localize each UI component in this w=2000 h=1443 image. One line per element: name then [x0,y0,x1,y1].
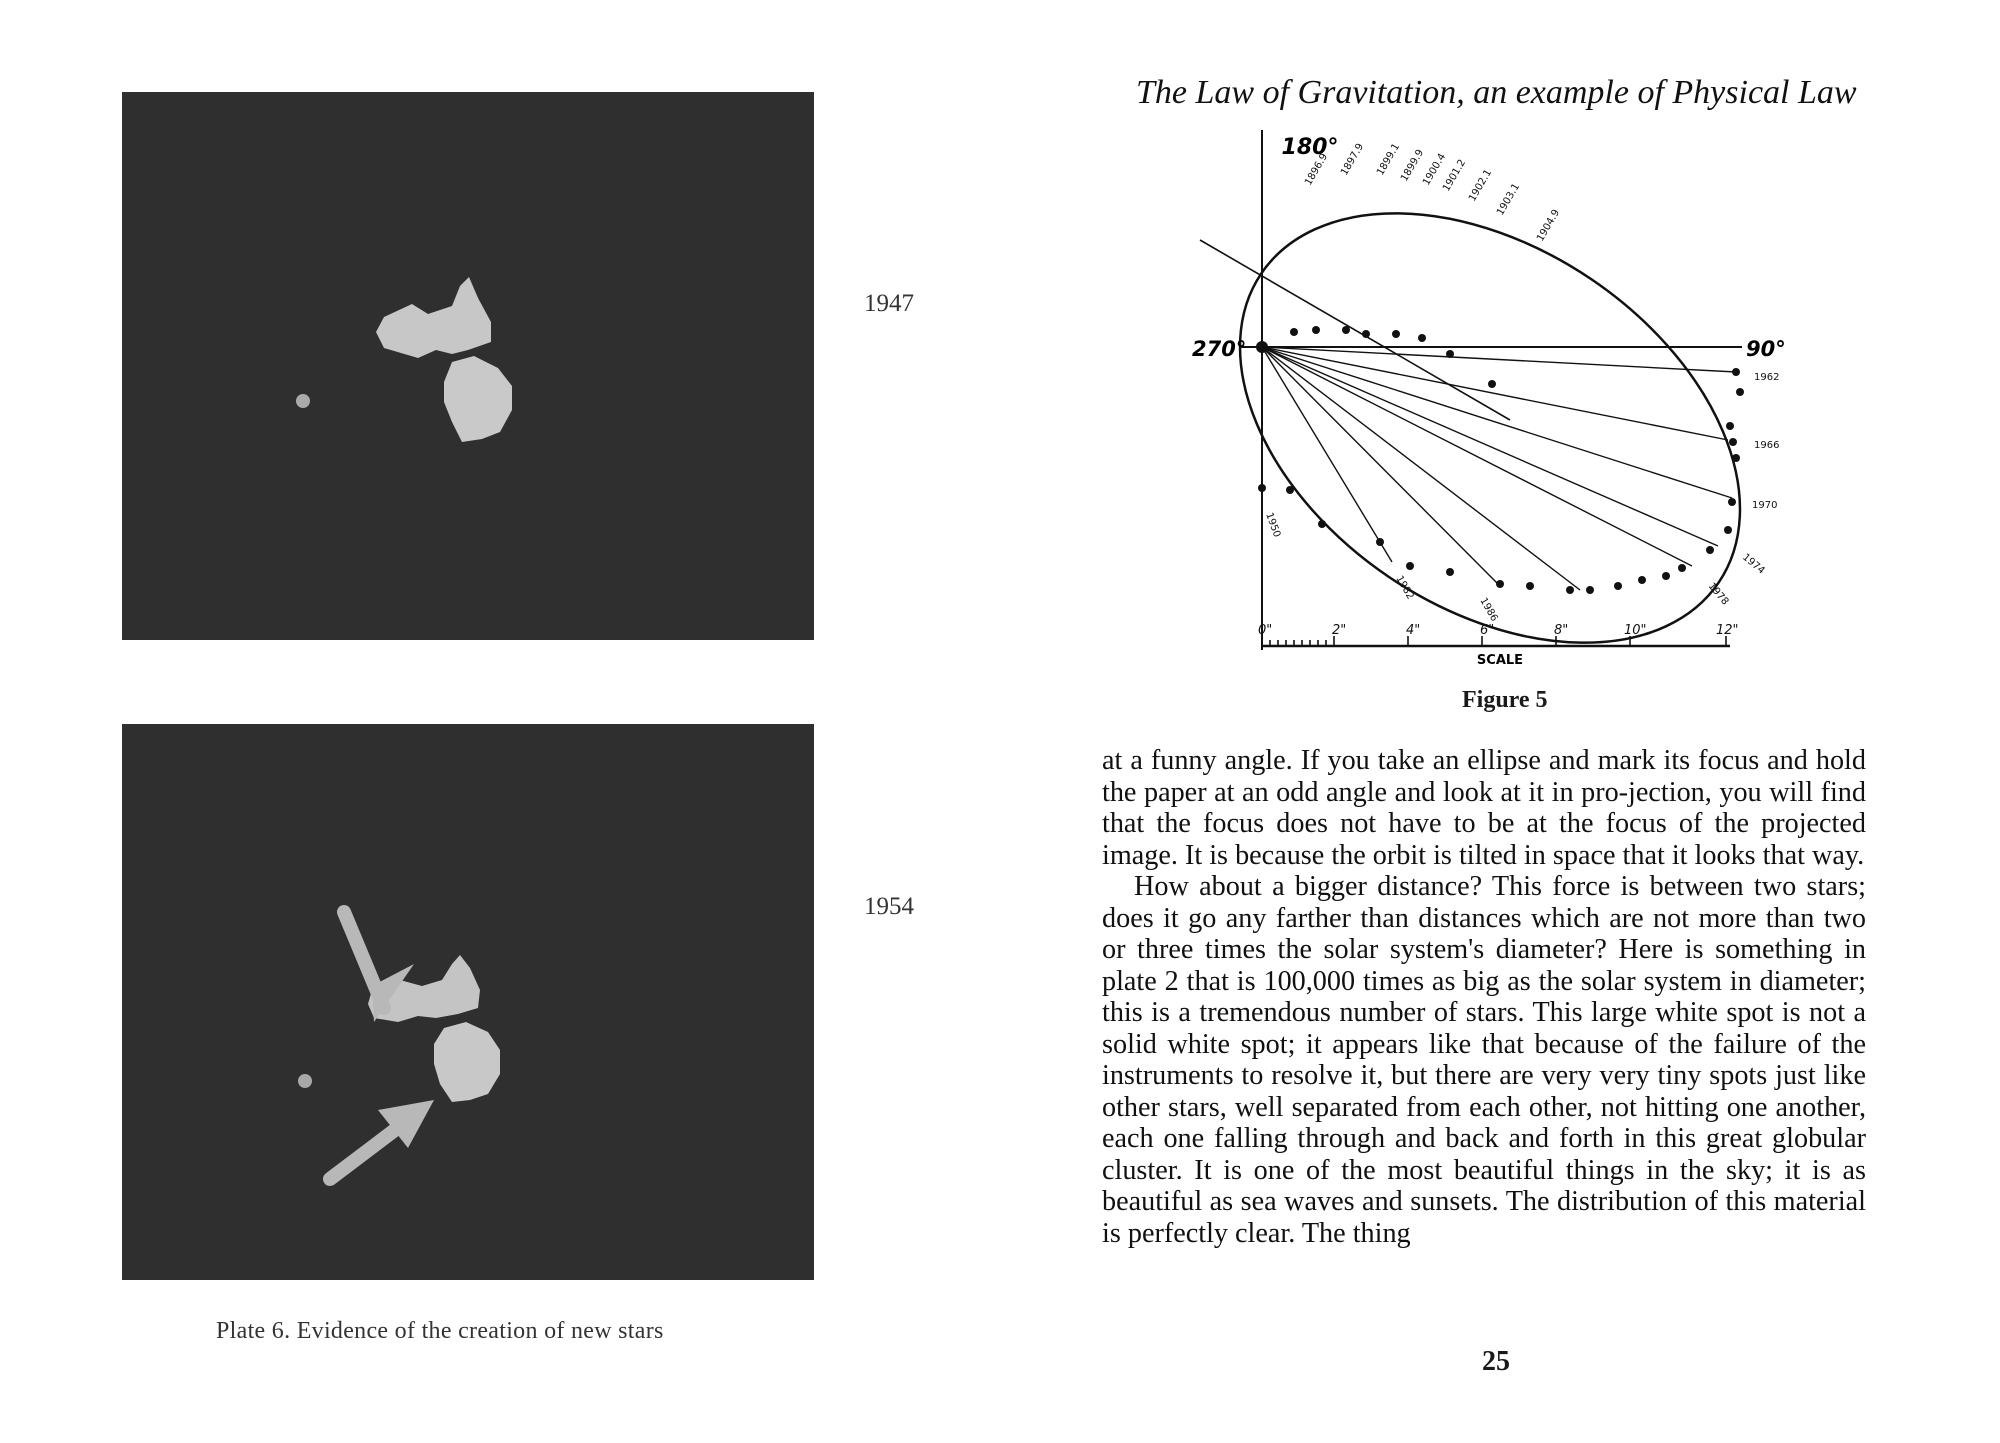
date-label: 1899.1 [1375,141,1403,178]
angle-label-270: 270° [1192,337,1247,361]
scale-tick-label: 2" [1332,623,1347,638]
scale-tick-label: 4" [1406,623,1421,638]
scale-tick-label: 8" [1554,623,1569,638]
scale-label: SCALE [1476,653,1524,668]
date-label: 1974 [1740,551,1767,577]
date-label: 1978 [1705,580,1731,608]
date-label: 1970 [1752,500,1778,511]
date-label: 1899.9 [1399,147,1427,184]
angle-label-180: 180° [1281,135,1339,160]
date-label: 1950 [1263,511,1283,539]
plate-caption: Plate 6. Evidence of the creation of new stars [216,1318,664,1344]
figure-caption: Figure 5 [1462,687,1548,713]
date-label: 1896.9 [1303,151,1331,188]
date-label: 1903.1 [1495,181,1523,218]
date-label: 1902.1 [1467,167,1495,204]
date-label: 1982 [1393,574,1416,602]
scale-tick-label: 12" [1716,623,1739,638]
body-text [1102,745,1866,1249]
date-label: 1966 [1754,440,1780,451]
date-label: 1904.9 [1535,207,1563,244]
date-label: 1962 [1754,372,1780,383]
scale-tick-label: 6" [1480,623,1495,638]
plate-year-1954: 1954 [864,893,914,920]
paragraph: How about a bigger distance? This force is between two stars; does it go any farther than distances which are not more than two or three times the solar system's diameter? Here is something in plate 2 that is 100,000 times as big as the solar system in diameter; this is a tremendous number of stars. This large white spot is not a solid white spot; it appears like that because of the failure of the instruments to resolve it, but there are very very tiny spots just like other stars, well separated from each other, not hitting one another, each one falling through and back and forth in this great globular cluster. It is one of the most beautiful things in the sky; it is as beautiful as sea waves and sunsets. The distribution of this material is perfectly clear. The thing [1102,871,1866,1249]
plate-photo-1954 [122,724,814,1280]
page-number: 25 [1482,1346,1510,1377]
plate-photo-1947 [122,92,814,640]
date-label: 1897.9 [1339,141,1367,178]
plate-year-1947: 1947 [864,290,914,317]
paragraph: at a funny angle. If you take an ellipse and mark its focus and hold the paper at an odd angle and look at it in pro-jection, you will find that the focus does not have to be at the focus of the projected image. It is because the orbit is tilted in space that it looks that way. [1102,745,1866,871]
running-head: The Law of Gravitation, an example of Physical Law [1136,74,1857,111]
angle-label-90: 90° [1746,337,1786,361]
date-label: 1901.2 [1441,157,1469,194]
date-label: 1986 [1477,596,1500,624]
figure-5-orbit-diagram [1170,130,1810,678]
date-label: 1900.4 [1421,151,1449,188]
scale-tick-label: 10" [1624,623,1647,638]
scale-tick-label: 0" [1258,623,1273,638]
